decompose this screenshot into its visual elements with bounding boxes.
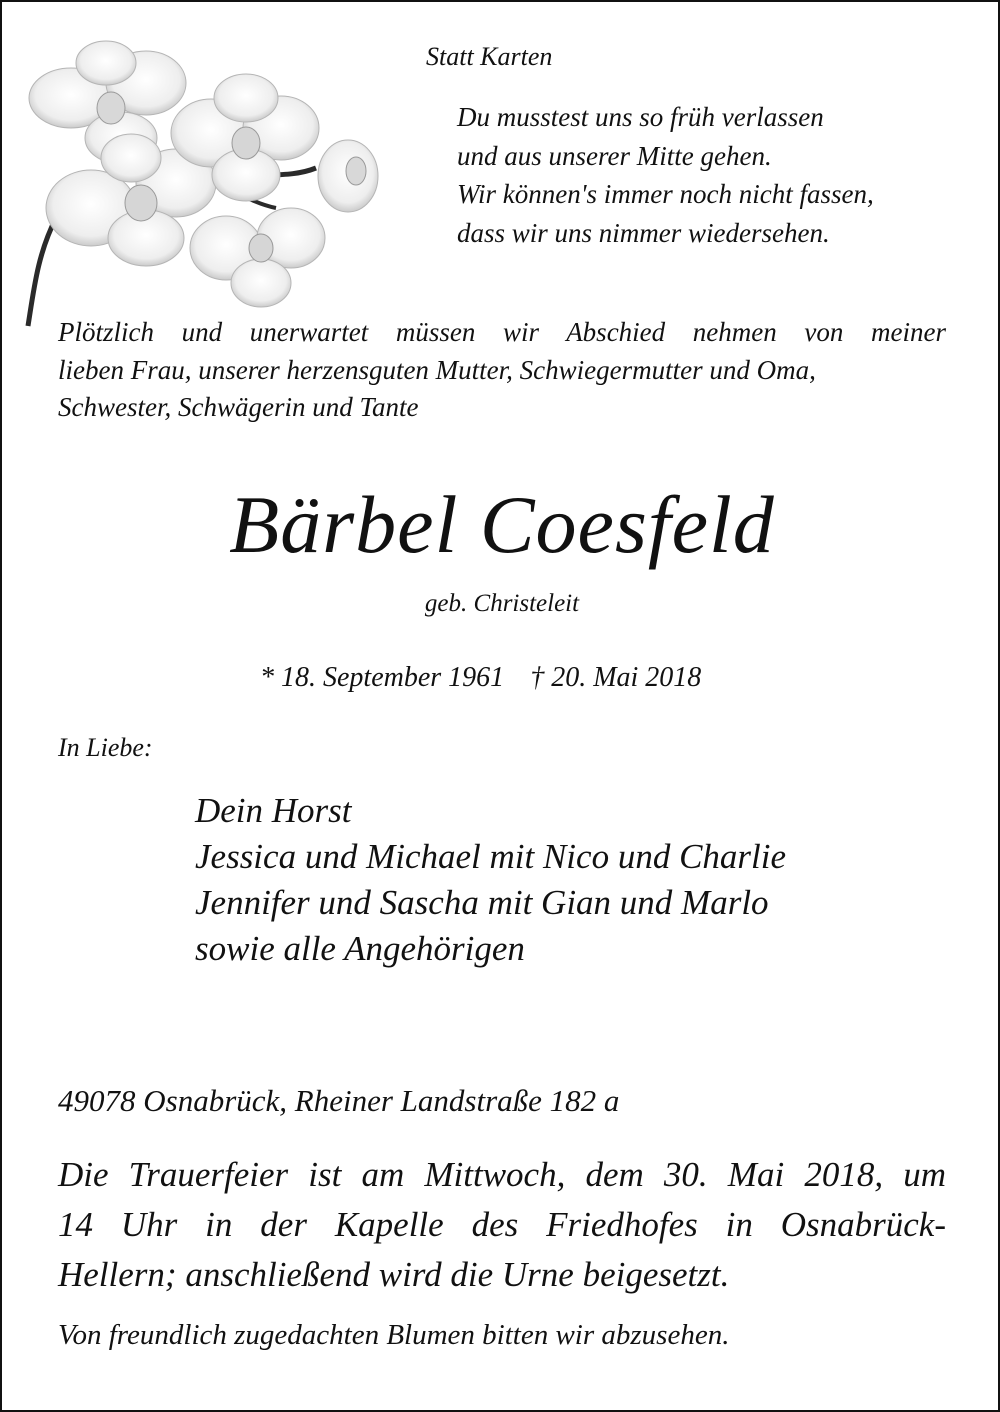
death-date: † 20. Mai 2018 bbox=[530, 662, 702, 693]
mourner-line: Jessica und Michael mit Nico und Charlie bbox=[195, 837, 787, 876]
ceremony-line: 14 Uhr in der Kapelle des Friedhofes in Osnabrück- bbox=[58, 1205, 946, 1244]
closing-note: Von freundlich zugedachten Blumen bitten wir abzusehen. bbox=[58, 1319, 730, 1351]
orchid-illustration-icon bbox=[16, 28, 388, 328]
mourners-list bbox=[195, 788, 786, 972]
poem-line: Du musstest uns so früh verlassen bbox=[457, 102, 824, 132]
deceased-name: Bärbel Coesfeld bbox=[229, 479, 775, 570]
poem bbox=[457, 98, 874, 252]
poem-line: Wir können's immer noch nicht fassen, bbox=[457, 179, 874, 209]
birth-name: geb. Christeleit bbox=[424, 590, 580, 617]
ceremony-line: Die Trauerfeier ist am Mittwoch, dem 30. Mai 2018, um bbox=[58, 1155, 946, 1194]
intro-line: Schwester, Schwägerin und Tante bbox=[58, 392, 419, 422]
mourner-line: Dein Horst bbox=[195, 791, 352, 830]
poem-line: und aus unserer Mitte gehen. bbox=[457, 140, 772, 171]
statt-karten-label: Statt Karten bbox=[426, 42, 553, 71]
intro-line: Plötzlich und unerwartet müssen wir Abschied nehmen von meiner bbox=[58, 317, 946, 347]
ceremony-line: Hellern; anschließend wird die Urne beigesetzt. bbox=[58, 1255, 730, 1294]
ceremony-info bbox=[58, 1150, 946, 1300]
birth-date: * 18. September 1961 bbox=[260, 662, 505, 693]
mourner-line: Jennifer und Sascha mit Gian und Marlo bbox=[195, 883, 769, 922]
mourner-line: sowie alle Angehörigen bbox=[195, 929, 525, 968]
intro-line: lieben Frau, unserer herzensguten Mutter, Schwiegermutter und Oma, bbox=[58, 354, 816, 385]
mourners-heading: In Liebe: bbox=[58, 733, 153, 762]
address: 49078 Osnabrück, Rheiner Landstraße 182 a bbox=[58, 1083, 620, 1118]
intro-text bbox=[58, 314, 946, 427]
poem-line: dass wir uns nimmer wiedersehen. bbox=[457, 217, 830, 248]
life-dates bbox=[260, 659, 701, 697]
